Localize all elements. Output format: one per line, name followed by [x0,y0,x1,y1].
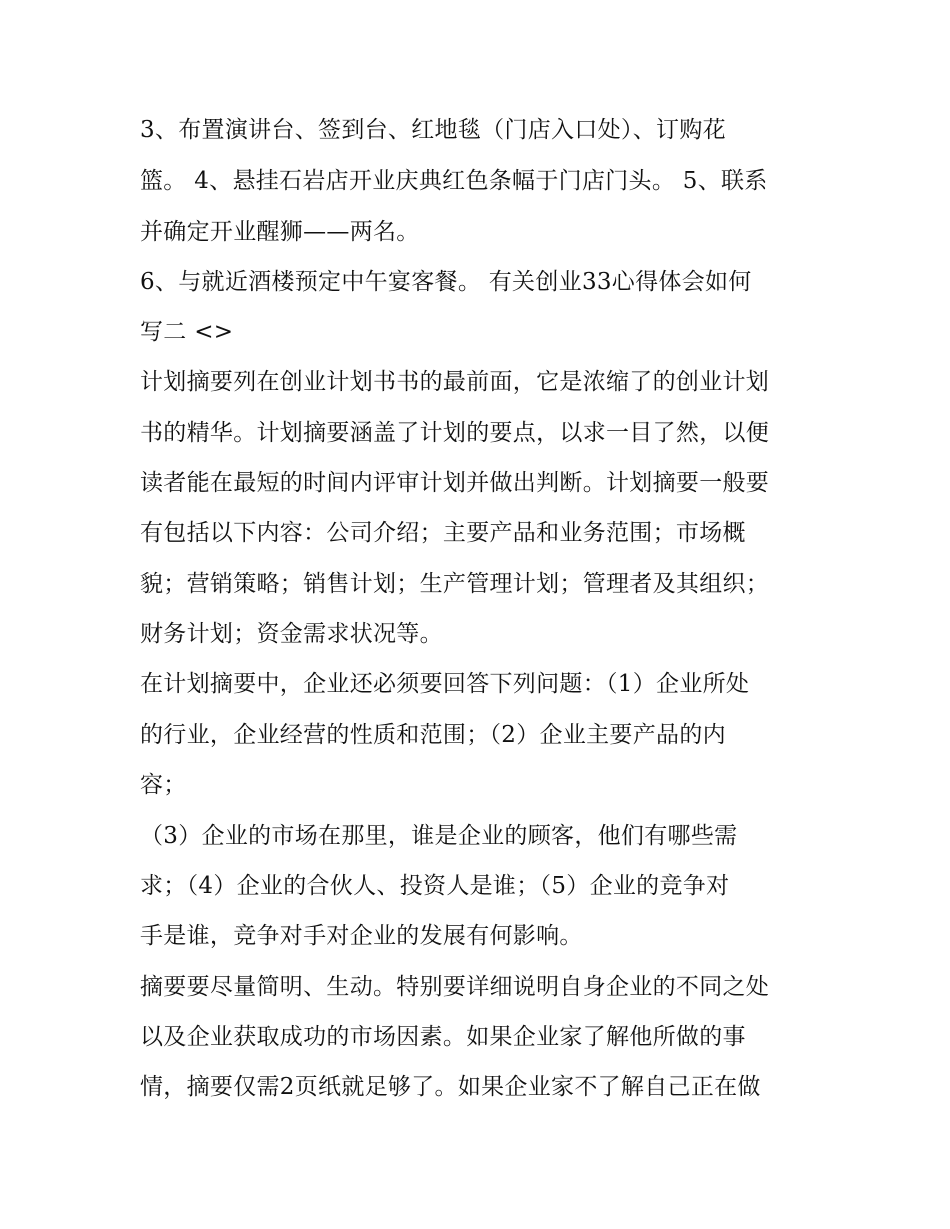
text-line-6: 计划摘要列在创业计划书书的最前面，它是浓缩了的创业计划 [140,369,770,395]
text-line-15: （3）企业的市场在那里，谁是企业的顾客，他们有哪些需 [140,823,738,849]
text-line-20: 情，摘要仅需2页纸就足够了。如果企业家不了解自己正在做 [140,1074,761,1100]
text-line-13: 的行业，企业经营的性质和范围；（2）企业主要产品的内 [140,722,726,748]
text-line-12: 在计划摘要中，企业还必须要回答下列问题：（1）企业所处 [140,671,750,697]
text-line-14: 容； [140,772,187,798]
text-line-17: 手是谁，竞争对手对企业的发展有何影响。 [140,923,583,949]
text-line-1: 3、布置演讲台、签到台、红地毯（门店入口处）、订购花 [140,117,726,143]
text-line-19: 以及企业获取成功的市场因素。如果企业家了解他所做的事 [140,1024,746,1050]
text-line-5: 写二 <> [140,319,234,345]
text-line-7: 书的精华。计划摘要涵盖了计划的要点，以求一目了然，以便 [140,420,770,446]
text-line-18: 摘要要尽量简明、生动。特别要详细说明自身企业的不同之处 [140,974,770,1000]
text-line-2: 篮。 4、悬挂石岩店开业庆典红色条幅于门店门头。 5、联系 [140,168,768,194]
text-line-3: 并确定开业醒狮——两名。 [140,219,420,245]
text-line-4: 6、与就近酒楼预定中午宴客餐。 有关创业33心得体会如何 [140,269,752,295]
text-line-9: 有包括以下内容：公司介绍；主要产品和业务范围；市场概 [140,520,746,546]
text-line-16: 求；（4）企业的合伙人、投资人是谁；（5）企业的竞争对 [140,873,730,899]
text-line-11: 财务计划；资金需求状况等。 [140,621,443,647]
text-line-10: 貌；营销策略；销售计划；生产管理计划；管理者及其组织； [140,571,770,597]
text-line-8: 读者能在最短的时间内评审计划并做出判断。计划摘要一般要 [140,470,770,496]
